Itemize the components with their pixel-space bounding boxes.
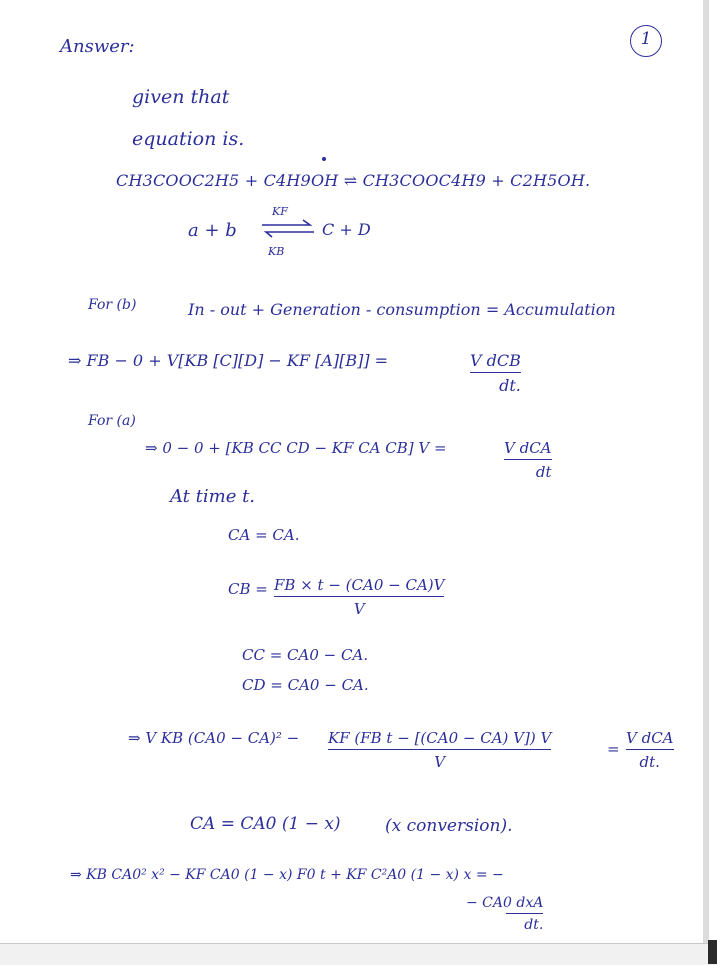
balance-a-numerator: V dCA [504, 439, 552, 457]
conversion-equation: CA = CA0 (1 − x) [190, 814, 341, 834]
page-number-circle [630, 25, 662, 57]
balance-b-numerator: V dCB [470, 351, 521, 370]
cc-definition: CC = CA0 − CA. [242, 646, 369, 664]
cb-denominator: V [353, 600, 365, 618]
reaction-equation: CH3COOC2H5 + C4H9OH ⇌ CH3COOC4H9 + C2H5OH. [116, 171, 591, 190]
intro-line-2: equation is. [132, 128, 245, 150]
scan-corner-mark [708, 940, 717, 964]
final-fraction [466, 895, 543, 933]
simple-reaction-right: C + D [322, 220, 371, 239]
balance-b-lhs: ⇒ FB − 0 + V[KB [C][D] − KF [A][B]] = [68, 351, 389, 370]
forward-rate-constant: KF [272, 205, 288, 218]
combined-fraction [328, 729, 551, 771]
scan-bottom-margin [0, 943, 717, 965]
combined-lhs: ⇒ V KB (CA0 − CA)² − [128, 729, 300, 747]
final-equation: ⇒ KB CA0² x² − KF CA0 (1 − x) F0 t + KF C²A0 (1 − x) x = − [70, 867, 504, 883]
simple-reaction-left: a + b [188, 220, 237, 241]
combined-rhs-fraction [626, 729, 674, 771]
combined-equals: = [607, 740, 620, 758]
balance-statement: In - out + Generation - consumption = Accumulation [188, 300, 616, 319]
combined-rhs-numerator: V dCA [626, 729, 674, 747]
conversion-note: (x conversion). [385, 816, 513, 836]
cb-lhs: CB = [228, 580, 268, 598]
for-a-label: For (a) [88, 413, 136, 429]
cb-numerator: FB × t − (CA0 − CA)V [274, 576, 445, 594]
balance-a-lhs: ⇒ 0 − 0 + [KB CC CD − KF CA CB] V = [145, 439, 447, 457]
equilibrium-arrows [258, 218, 318, 240]
balance-b-fraction [470, 351, 521, 395]
answer-heading: Answer: [60, 36, 135, 57]
at-time-label: At time t. [170, 486, 256, 507]
stray-dot [322, 157, 326, 161]
ca-definition: CA = CA. [228, 526, 300, 544]
page-number: 1 [640, 29, 652, 49]
combined-numerator: KF (FB t − [(CA0 − CA) V]) V [328, 729, 552, 747]
balance-a-denominator: dt [535, 463, 552, 481]
page-edge-shadow [703, 0, 709, 943]
cb-fraction [274, 576, 444, 618]
final-numerator: − CA0 dxA [466, 895, 544, 911]
combined-rhs-denominator: dt. [639, 753, 660, 771]
intro-line-1: given that [132, 86, 230, 108]
backward-rate-constant: KB [268, 245, 285, 258]
balance-b-denominator: dt. [499, 376, 521, 395]
combined-denominator: V [434, 753, 446, 771]
for-b-label: For (b) [88, 297, 137, 313]
balance-a-fraction [504, 439, 552, 481]
final-denominator: dt. [524, 917, 544, 933]
cd-definition: CD = CA0 − CA. [242, 676, 369, 694]
